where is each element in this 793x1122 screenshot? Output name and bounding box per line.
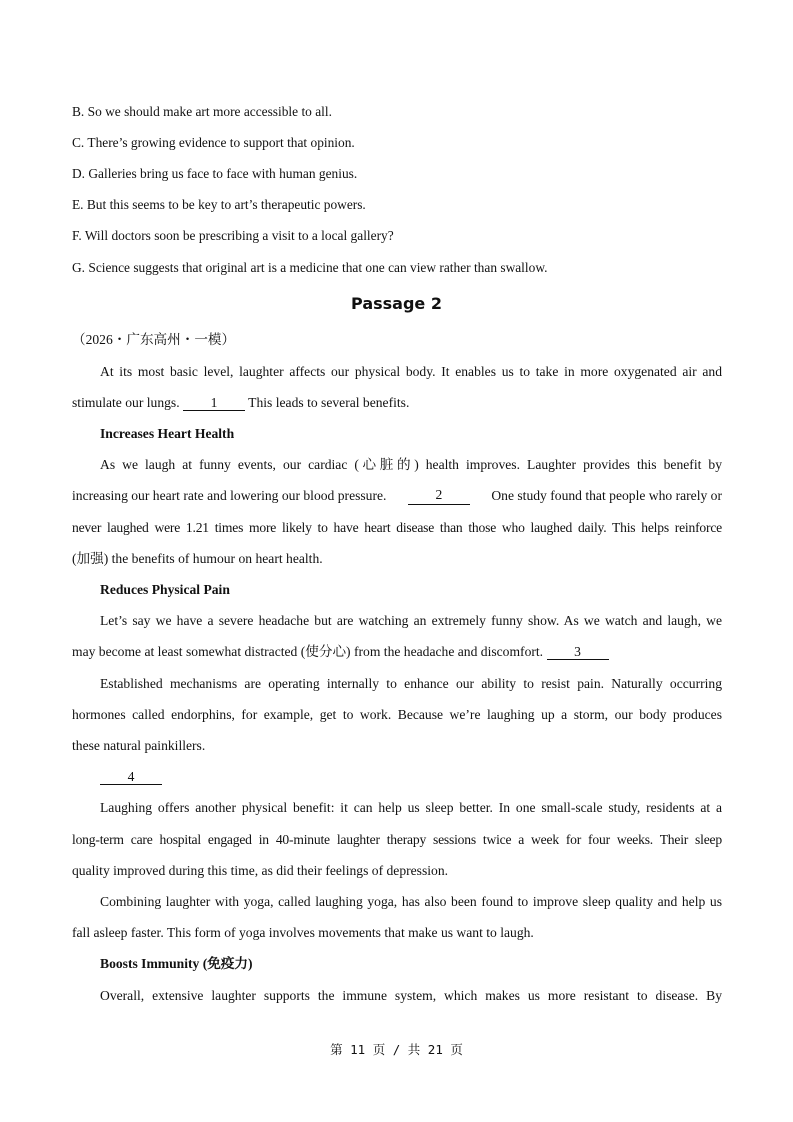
section-heading: Reduces Physical Pain bbox=[100, 582, 230, 597]
passage-source: （2026・广东高州・一模） bbox=[72, 332, 236, 347]
section-heading: Increases Heart Health bbox=[100, 426, 235, 441]
text: One study found that people who rarely or bbox=[491, 488, 722, 503]
option-f: F. Will doctors soon be prescribing a visit to a local gallery? bbox=[72, 228, 394, 243]
paragraph-line bbox=[72, 643, 722, 661]
blank-1: 1 bbox=[183, 395, 245, 411]
section-heading: Boosts Immunity (免疫力) bbox=[100, 956, 253, 971]
page-number: 第 11 页 / 共 21 页 bbox=[330, 1042, 463, 1057]
paragraph-line: Overall, extensive laughter supports the immune system, which makes us more resistant to disease. By bbox=[100, 988, 722, 1003]
text: increasing our heart rate and lowering our blood pressure. bbox=[72, 488, 387, 503]
paragraph-line bbox=[72, 394, 722, 412]
blank-4: 4 bbox=[100, 769, 162, 785]
paragraph-line: fall asleep faster. This form of yoga involves movements that make us want to laugh. bbox=[72, 925, 534, 940]
option-c: C. There’s growing evidence to support that opinion. bbox=[72, 135, 355, 150]
paragraph-line: Combining laughter with yoga, called laughing yoga, has also been found to improve sleep quality and help us bbox=[100, 894, 722, 909]
paragraph-line: hormones called endorphins, for example, get to work. Because we’re laughing up a storm, our body produces bbox=[72, 707, 722, 722]
option-d: D. Galleries bring us face to face with human genius. bbox=[72, 166, 358, 181]
paragraph-line: As we laugh at funny events, our cardiac (心脏的) health improves. Laughter provides this benefit by bbox=[100, 457, 722, 472]
option-e: E. But this seems to be key to art’s therapeutic powers. bbox=[72, 197, 366, 212]
paragraph-line: never laughed were 1.21 times more likely to have heart disease than those who laughed daily. This helps reinforce bbox=[72, 520, 722, 535]
option-b: B. So we should make art more accessible to all. bbox=[72, 104, 332, 119]
passage-title: Passage 2 bbox=[351, 294, 442, 313]
text: stimulate our lungs. bbox=[72, 395, 180, 410]
paragraph-line: (加强) the benefits of humour on heart health. bbox=[72, 551, 323, 566]
paragraph-line: these natural painkillers. bbox=[72, 738, 206, 753]
paragraph-line: At its most basic level, laughter affects our physical body. It enables us to take in more oxygenated air and bbox=[100, 364, 722, 379]
text: This leads to several benefits. bbox=[248, 395, 410, 410]
paragraph-line: long-term care hospital engaged in 40-minute laughter therapy sessions twice a week for four weeks. Their sleep bbox=[72, 832, 722, 847]
paragraph-line: Established mechanisms are operating internally to enhance our ability to resist pain. Naturally occurring bbox=[100, 676, 722, 691]
paragraph-line: Let’s say we have a severe headache but are watching an extremely funny show. As we watch and laugh, we bbox=[100, 613, 722, 628]
paragraph-line bbox=[72, 487, 722, 505]
blank-3: 3 bbox=[547, 644, 609, 660]
paragraph-line bbox=[100, 768, 722, 786]
text: may become at least somewhat distracted (使分心) from the headache and discomfort. bbox=[72, 644, 544, 659]
paragraph-line: quality improved during this time, as did their feelings of depression. bbox=[72, 863, 449, 878]
blank-2: 2 bbox=[408, 487, 470, 505]
paragraph-line: Laughing offers another physical benefit: it can help us sleep better. In one small-scale study, residents at a bbox=[100, 800, 722, 815]
option-g: G. Science suggests that original art is a medicine that one can view rather than swallow. bbox=[72, 260, 548, 275]
